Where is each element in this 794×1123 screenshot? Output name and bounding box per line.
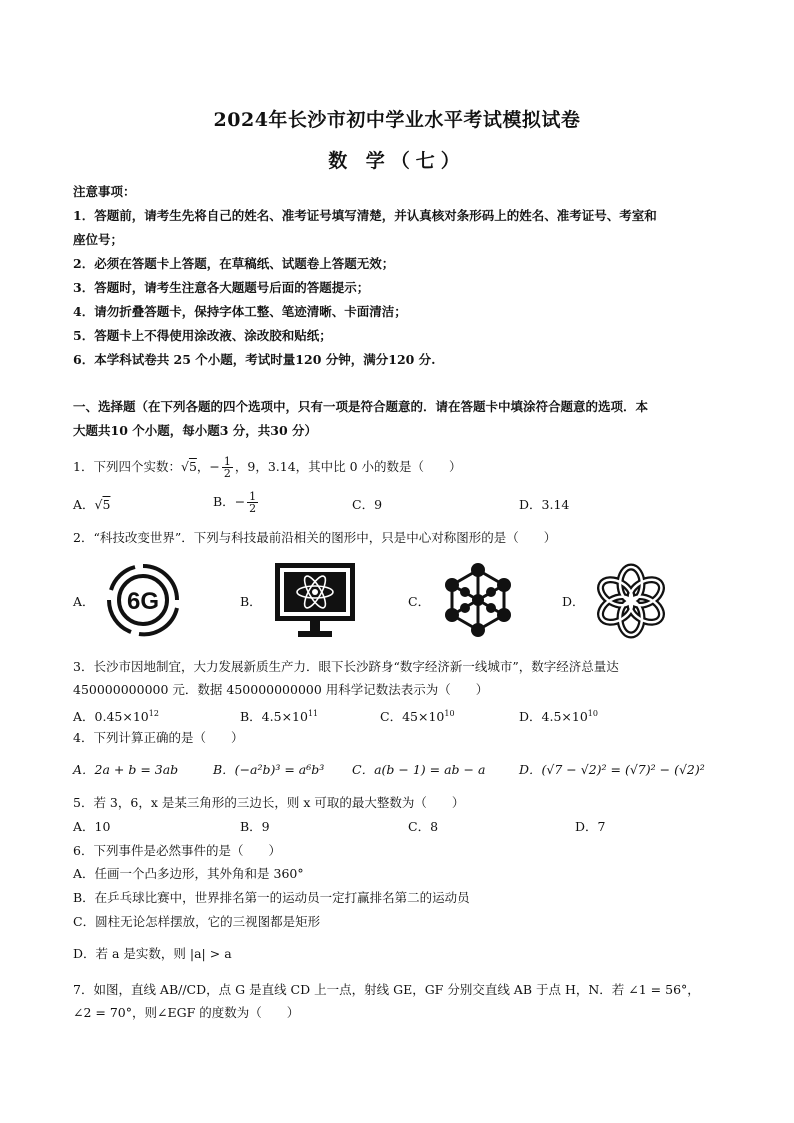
q1-sqrt5: 5 [102, 497, 111, 512]
question-7-stem: 7．如图，直线 AB//CD，点 G 是直线 CD 上一点，射线 GE，GF 分别交直线 AB 于点 H，N．若 ∠1 = 56°， [73, 982, 700, 997]
q3-option-c [380, 706, 455, 725]
fraction-numerator: 1 [249, 490, 257, 503]
monitor-atom-icon [272, 560, 358, 646]
q1-stem-prefix: 1．下列四个实数： [73, 459, 181, 474]
fraction-denominator: 2 [249, 502, 257, 515]
notice-heading: 注意事项： [73, 184, 136, 199]
q2-option-a: A． [73, 594, 95, 609]
q1-option-d: D．3.14 [519, 497, 570, 512]
option-text: A．0.45×10 [73, 709, 149, 725]
question-6-stem: 6．下列事件是必然事件的是（ ） [73, 843, 281, 858]
notice-item: 2．必须在答题卡上答题，在草稿纸、试题卷上答题无效； [73, 256, 395, 271]
section-heading-cont: 大题共10 个小题，每小题3 分，共30 分） [73, 423, 318, 438]
notice-item: 6．本学科试卷共 25 个小题，考试时量120 分钟，满分120 分. [73, 352, 436, 367]
q2-option-d: D． [562, 594, 585, 609]
option-exponent: 10 [587, 709, 598, 718]
question-2-stem: 2．“科技改变世界”．下列与科技最前沿相关的图形中，只是中心对称图形的是（ ） [73, 530, 557, 545]
q3-option-a [73, 706, 159, 725]
knot-logo-icon [592, 562, 670, 644]
option-label: A． [73, 497, 95, 512]
q6-option-a: A．任画一个凸多边形，其外角和是 360° [73, 866, 304, 881]
notice-item: 5．答题卡上不得使用涂改液、涂改胶和贴纸； [73, 328, 332, 343]
q1-fraction [222, 456, 233, 479]
question-3-stem: 3．长沙市因地制宜，大力发展新质生产力．眼下长沙跻身“数字经济新一线城市”，数字经济总量达 [73, 659, 619, 674]
molecule-icon [438, 560, 518, 644]
6g-logo-text: 6G [126, 588, 160, 615]
6g-logo-icon [103, 560, 183, 644]
notice-item: 3．答题时，请考生注意各大题题号后面的答题提示； [73, 280, 370, 295]
option-exponent: 12 [148, 709, 159, 718]
q1-option-a: A．√5 [73, 497, 111, 512]
q2-option-b: B． [240, 594, 262, 609]
page-title: 2024年长沙市初中学业水平考试模拟试卷 [213, 109, 581, 131]
q1-sqrt5: 5 [188, 459, 197, 474]
q4-option-a: A．2a + b = 3ab [73, 762, 179, 777]
q4-option-d: D．(√7 − √2)² = (√7)² − (√2)² [519, 762, 705, 777]
question-5-stem: 5．若 3，6，x 是某三角形的三边长，则 x 可取的最大整数为（ ） [73, 795, 465, 810]
page-subtitle: 数 学（七） [328, 150, 466, 172]
option-text: C．45×10 [380, 709, 445, 725]
q2-option-c: C． [408, 594, 431, 609]
notice-item: 座位号； [73, 232, 124, 247]
question-1-stem: 1．下列四个实数：√5，− $\frac{1}{2}$ ，9，3.14，其中比 0 小的数是（ ） [73, 455, 462, 480]
q1-stem-suffix: ，9，3.14，其中比 0 小的数是（ ） [234, 459, 462, 474]
option-text: B．4.5×10 [240, 709, 308, 725]
q6-option-c: C．圆柱无论怎样摆放，它的三视图都是矩形 [73, 914, 321, 929]
sqrt-sign: √ [180, 459, 189, 474]
section-heading: 一、选择题（在下列各题的四个选项中，只有一项是符合题意的．请在答题卡中填涂符合题意的选项．本 [73, 399, 649, 414]
q3-option-d [519, 706, 598, 725]
option-label: B． [213, 494, 235, 509]
q1-fraction [247, 491, 258, 514]
q6-option-d: D．若 a 是实数，则 |a| > a [73, 946, 232, 961]
option-exponent: 10 [444, 709, 455, 718]
notice-item: 1．答题前，请考生先将自己的姓名、准考证号填写清楚，并认真核对条形码上的姓名、准考证号、考室和 [73, 208, 657, 223]
q4-option-b: B．(−a²b)³ = a⁶b³ [213, 762, 325, 777]
q5-option-c: C．8 [408, 819, 439, 834]
q5-option-d: D．7 [575, 819, 606, 834]
question-3-stem-cont: 450000000000 元．数据 450000000000 用科学记数法表示为（ ） [73, 682, 489, 697]
q5-option-a: A．10 [73, 819, 111, 834]
q4-option-c: C．a(b − 1) = ab − a [352, 762, 486, 777]
question-7-stem-cont: ∠2 = 70°，则∠EGF 的度数为（ ） [73, 1005, 300, 1020]
fraction-numerator: 1 [223, 455, 231, 468]
q3-option-b [240, 706, 318, 725]
q1-option-b: B．− $\frac{1}{2}$ [213, 490, 257, 515]
question-4-stem: 4．下列计算正确的是（ ） [73, 730, 244, 745]
fraction-denominator: 2 [223, 467, 231, 480]
q5-option-b: B．9 [240, 819, 270, 834]
option-text: D．4.5×10 [519, 709, 588, 725]
option-exponent: 11 [307, 709, 319, 718]
q6-option-b: B．在乒乓球比赛中，世界排名第一的运动员一定打赢排名第二的运动员 [73, 890, 470, 905]
notice-item: 4．请勿折叠答题卡，保持字体工整、笔迹清晰、卡面清洁； [73, 304, 407, 319]
q1-option-c: C．9 [352, 497, 383, 512]
